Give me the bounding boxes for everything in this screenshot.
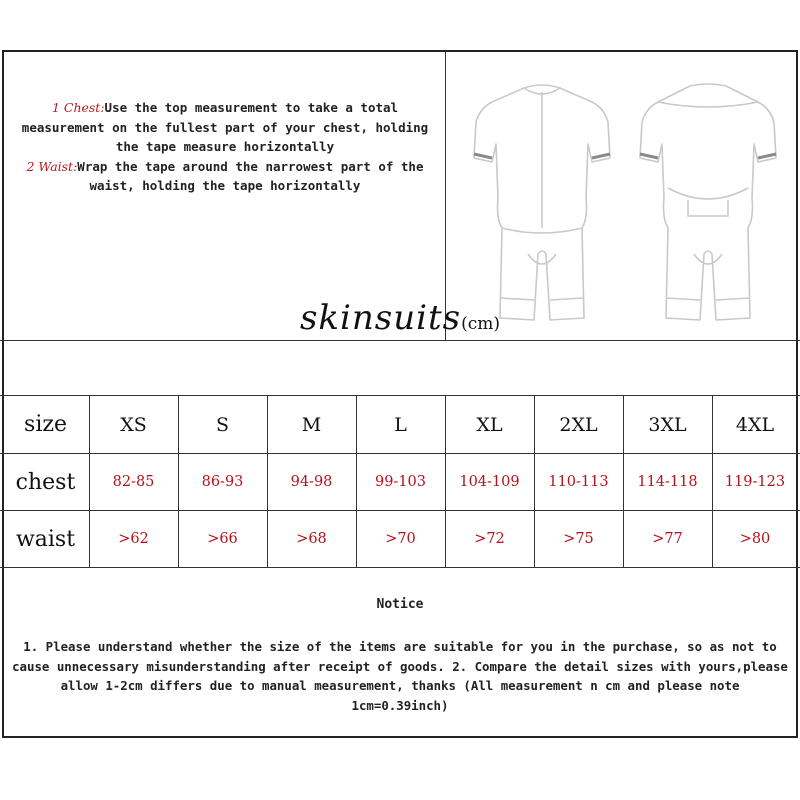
size-s: S (215, 413, 230, 436)
chart-title (0, 298, 800, 338)
size-l: L (394, 413, 407, 436)
waist-row-label: waist (15, 526, 76, 552)
waist-instruction-text: Wrap the tape around the narrowest part of the waist, holding the tape horizontally (77, 158, 424, 193)
skinsuit-front-image (462, 78, 622, 328)
size-4xl: 4XL (735, 413, 775, 436)
chest-value: 119-123 (724, 474, 786, 490)
waist-instruction (10, 157, 440, 196)
notice-title: Notice (376, 597, 424, 612)
waist-instruction-label: 2 Waist: (26, 158, 78, 174)
chest-value: 104-109 (459, 474, 520, 490)
size-m: M (301, 413, 322, 436)
waist-value: >66 (207, 531, 238, 547)
waist-value: >72 (474, 531, 505, 547)
waist-value: >68 (296, 531, 327, 547)
divider (0, 567, 800, 568)
chart-title-unit: (cm) (461, 314, 501, 334)
chest-value: 86-93 (201, 474, 244, 490)
waist-value: >77 (652, 531, 683, 547)
chest-value: 110-113 (548, 474, 609, 490)
waist-value: >70 (385, 531, 416, 547)
waist-value: >80 (739, 531, 771, 547)
chest-row-label: chest (15, 469, 76, 495)
chest-value: 114-118 (637, 474, 698, 490)
skinsuit-back-image (628, 78, 788, 328)
size-2xl: 2XL (559, 413, 598, 436)
waist-value: >75 (563, 531, 594, 547)
waist-value: >62 (118, 531, 149, 547)
chest-value: 94-98 (290, 474, 333, 490)
chart-title-main: skinsuits (299, 298, 462, 338)
size-xs: XS (120, 413, 147, 436)
chest-value: 82-85 (112, 474, 155, 490)
size-3xl: 3XL (648, 413, 687, 436)
chest-instruction-label: 1 Chest: (51, 100, 105, 115)
chest-instruction-text: Use the top measurement to take a total measurement on the fullest part of your chest, holding the tape measure horizontally (21, 100, 429, 154)
divider (445, 50, 446, 340)
chest-value: 99-103 (374, 474, 427, 490)
size-xl: XL (476, 413, 503, 436)
header-size-label: size (24, 412, 67, 437)
notice-body: 1. Please understand whether the size of the items are suitable for you in the purchase, so as not to cause unnecessary misunderstanding after receipt of goods. 2. Compare the detail sizes with yours,please allow 1-2cm differs due to manual measurement, thanks (All measurement n cm and please note 1cm=0.39inch) (12, 639, 788, 713)
chest-instruction (10, 98, 440, 157)
measurement-instructions (10, 98, 440, 196)
divider (0, 340, 800, 341)
